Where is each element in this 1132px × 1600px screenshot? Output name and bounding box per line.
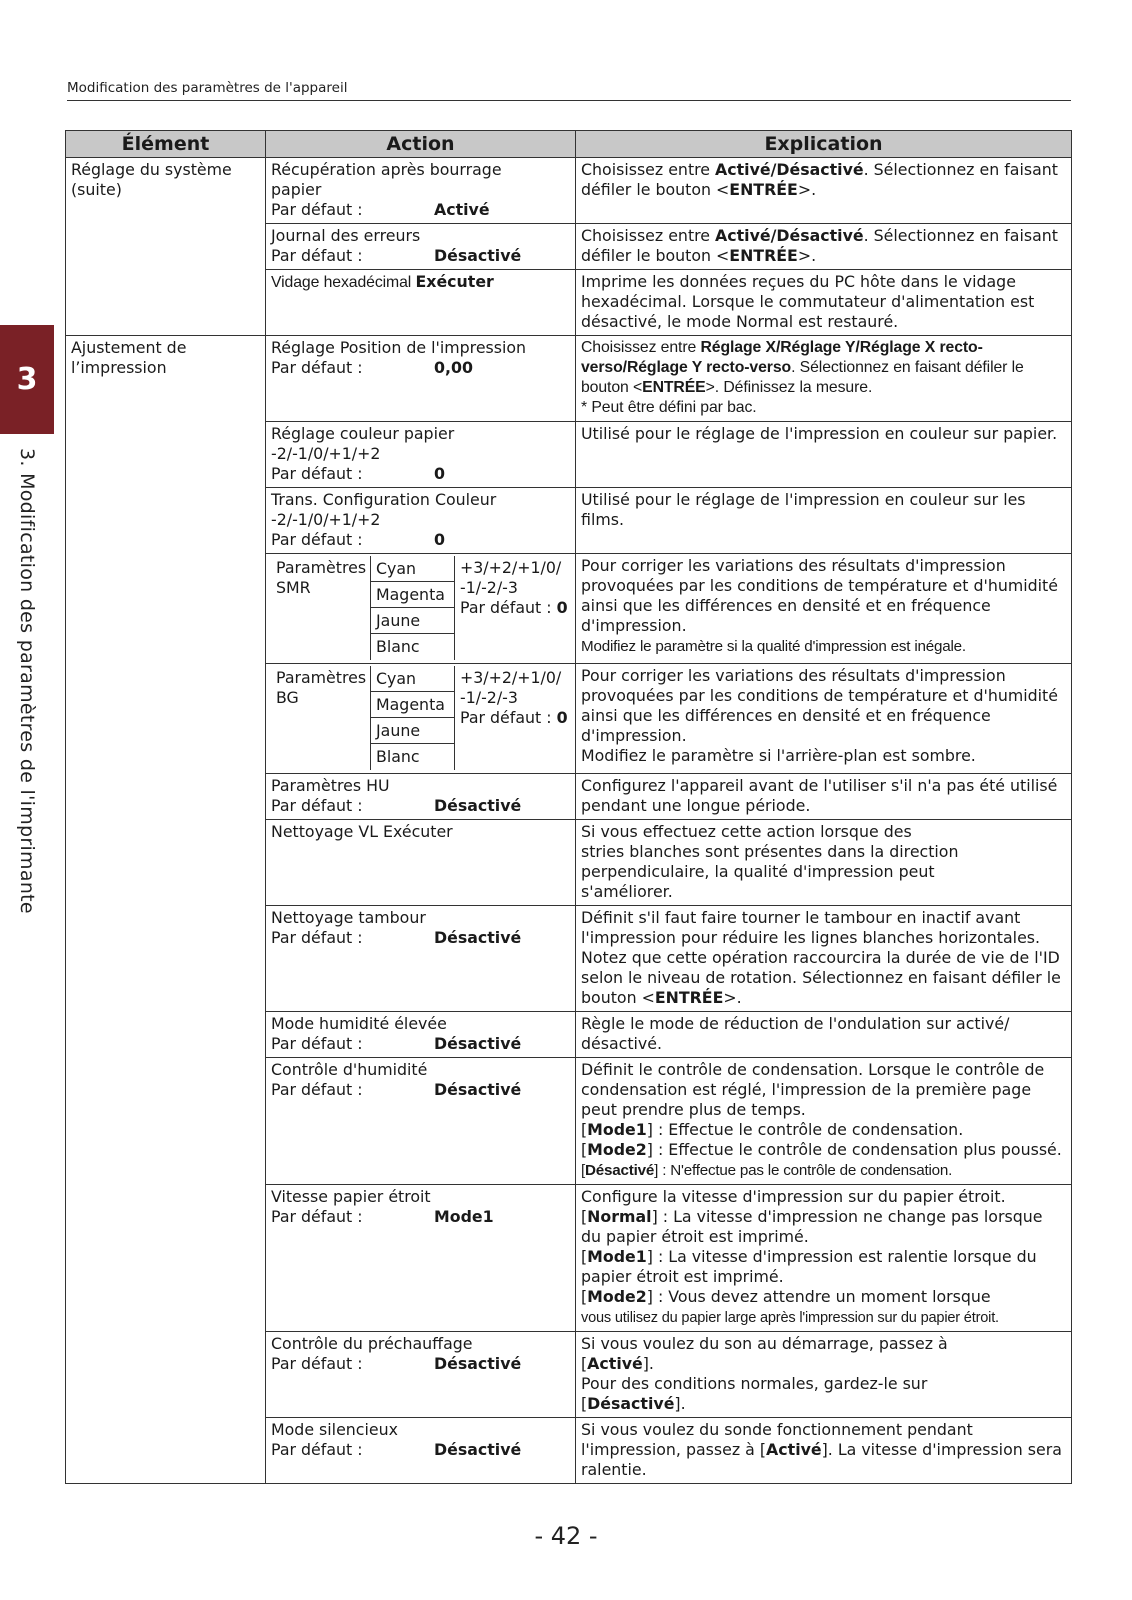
- table-row: [66, 158, 1072, 224]
- bg-color-cyan: Cyan: [371, 666, 455, 692]
- chapter-tab: 3: [0, 325, 54, 434]
- action-cell: Mode humidité élevée Par défaut : Désactivé: [266, 1012, 576, 1058]
- action-cell: Trans. Configuration Couleur -2/-1/0/+1/+2 Par défaut : 0: [266, 488, 576, 554]
- explication-cell: Utilisé pour le réglage de l'impression en couleur sur les films.: [576, 488, 1072, 554]
- default-value: Désactivé: [434, 246, 522, 265]
- action-cell-bg: [266, 664, 576, 774]
- default-value: Désactivé: [434, 1354, 522, 1373]
- explication-cell: Règle le mode de réduction de l'ondulation sur activé/ désactivé.: [576, 1012, 1072, 1058]
- explication-cell: Si vous voulez du son au démarrage, passez à [Activé]. Pour des conditions normales, gardez-le sur [Désactivé].: [576, 1332, 1072, 1418]
- running-head: Modification des paramètres de l'appareil: [67, 80, 1071, 101]
- table-row: [66, 336, 1072, 422]
- action-cell: Nettoyage tambour Par défaut : Désactivé: [266, 906, 576, 1012]
- bg-color-magenta: Magenta: [371, 692, 455, 718]
- bg-color-jaune: Jaune: [371, 718, 455, 744]
- action-cell: Paramètres HU Par défaut : Désactivé: [266, 774, 576, 820]
- default-value: Désactivé: [434, 1034, 522, 1053]
- smr-color-jaune: Jaune: [371, 608, 455, 634]
- element-cell-ajustement: Ajustement de l’impression: [66, 336, 266, 1484]
- page-number: - 42 -: [534, 1522, 598, 1550]
- header-action: Action: [266, 131, 576, 158]
- action-cell: Contrôle d'humidité Par défaut : Désactivé: [266, 1058, 576, 1185]
- bg-values: +3/+2/+1/0/ -1/-2/-3 Par défaut : 0: [460, 668, 568, 727]
- header-explication: Explication: [576, 131, 1072, 158]
- action-cell: Réglage couleur papier -2/-1/0/+1/+2 Par défaut : 0: [266, 422, 576, 488]
- default-value: Mode1: [434, 1207, 494, 1226]
- default-value: Désactivé: [434, 1440, 522, 1459]
- side-chapter-title: 3. Modification des paramètres de l'imprimante: [16, 448, 38, 914]
- action-cell: Contrôle du préchauffage Par défaut : Désactivé: [266, 1332, 576, 1418]
- smr-values: +3/+2/+1/0/ -1/-2/-3 Par défaut : 0: [460, 558, 568, 617]
- default-value: 0: [434, 530, 445, 549]
- parameters-table: [65, 130, 1072, 1484]
- element-cell-systeme: Réglage du système (suite): [66, 158, 266, 336]
- action-cell: Récupération après bourrage papier Par défaut : Activé: [266, 158, 576, 224]
- explication-cell: Utilisé pour le réglage de l'impression en couleur sur papier.: [576, 422, 1072, 488]
- table-header-row: [66, 131, 1072, 158]
- action-cell: Mode silencieux Par défaut : Désactivé: [266, 1418, 576, 1484]
- action-cell: Nettoyage VL Exécuter: [266, 820, 576, 906]
- smr-color-cyan: Cyan: [371, 556, 455, 582]
- smr-label: Paramètres SMR: [271, 556, 371, 660]
- explication-cell: Imprime les données reçues du PC hôte dans le vidage hexadécimal. Lorsque le commutateur d'alimentation est désactivé, le mode Normal est restauré.: [576, 270, 1072, 336]
- explication-cell: Définit le contrôle de condensation. Lorsque le contrôle de condensation est réglé, l'impression de la première page peut prendre plus de temps. [Mode1] : Effectue le contrôle de condensation. [Mode2] : Effectue le contrôle de condensation plus poussé. [Désactivé] : N'effectue pas le contrôle de condensation.: [576, 1058, 1072, 1185]
- default-value: Désactivé: [434, 1080, 522, 1099]
- header-element: Élément: [66, 131, 266, 158]
- action-cell: Journal des erreurs Par défaut : Désactivé: [266, 224, 576, 270]
- explication-cell: Configure la vitesse d'impression sur du papier étroit. [Normal] : La vitesse d'impression ne change pas lorsque du papier étroit est imprimé. [Mode1] : La vitesse d'impression est ralentie lorsque du papier étroit est imprimé. [Mode2] : Vous devez attendre un moment lorsque vous utilisez du papier large après l'impression sur du papier étroit.: [576, 1185, 1072, 1332]
- default-value: Activé: [434, 200, 490, 219]
- explication-cell: Pour corriger les variations des résultats d'impression provoquées par les conditions de température et d'humidité ainsi que les différences en densité et en fréquence d'impression. Modifiez le paramètre si l'arrière-plan est sombre.: [576, 664, 1072, 774]
- smr-color-blanc: Blanc: [371, 634, 455, 660]
- explication-cell: Configurez l'appareil avant de l'utiliser s'il n'a pas été utilisé pendant une longue période.: [576, 774, 1072, 820]
- explication-cell: Choisissez entre Activé/Désactivé. Sélectionnez en faisant défiler le bouton <ENTRÉE>.: [576, 224, 1072, 270]
- action-cell: Réglage Position de l'impression Par défaut : 0,00: [266, 336, 576, 422]
- default-value: Désactivé: [434, 796, 522, 815]
- explication-cell: Pour corriger les variations des résultats d'impression provoquées par les conditions de température et d'humidité ainsi que les différences en densité et en fréquence d'impression. Modifiez le paramètre si la qualité d'impression est inégale.: [576, 554, 1072, 664]
- action-cell-smr: [266, 554, 576, 664]
- bg-color-blanc: Blanc: [371, 744, 455, 770]
- default-value: 0,00: [434, 358, 473, 377]
- bg-label: Paramètres BG: [271, 666, 371, 770]
- action-cell: Vitesse papier étroit Par défaut : Mode1: [266, 1185, 576, 1332]
- explication-cell: Définit s'il faut faire tourner le tambour en inactif avant l'impression pour réduire les lignes blanches horizontales. Notez que cette opération raccourcira la durée de vie de l'ID selon le niveau de rotation. Sélectionnez en faisant défiler le bouton <ENTRÉE>.: [576, 906, 1072, 1012]
- explication-cell: Choisissez entre Activé/Désactivé. Sélectionnez en faisant défiler le bouton <ENTRÉE>.: [576, 158, 1072, 224]
- explication-cell: Si vous effectuez cette action lorsque des stries blanches sont présentes dans la direction perpendiculaire, la qualité d'impression peut s'améliorer.: [576, 820, 1072, 906]
- explication-cell: Choisissez entre Réglage X/Réglage Y/Réglage X recto-verso/Réglage Y recto-verso. Sélectionnez en faisant défiler le bouton <ENTRÉE>. Définissez la mesure. * Peut être défini par bac.: [576, 336, 1072, 422]
- explication-cell: Si vous voulez du sonde fonctionnement pendant l'impression, passez à [Activé]. La vitesse d'impression sera ralentie.: [576, 1418, 1072, 1484]
- smr-color-magenta: Magenta: [371, 582, 455, 608]
- default-value: 0: [434, 464, 445, 483]
- action-cell: Vidage hexadécimal Exécuter: [266, 270, 576, 336]
- default-value: Désactivé: [434, 928, 522, 947]
